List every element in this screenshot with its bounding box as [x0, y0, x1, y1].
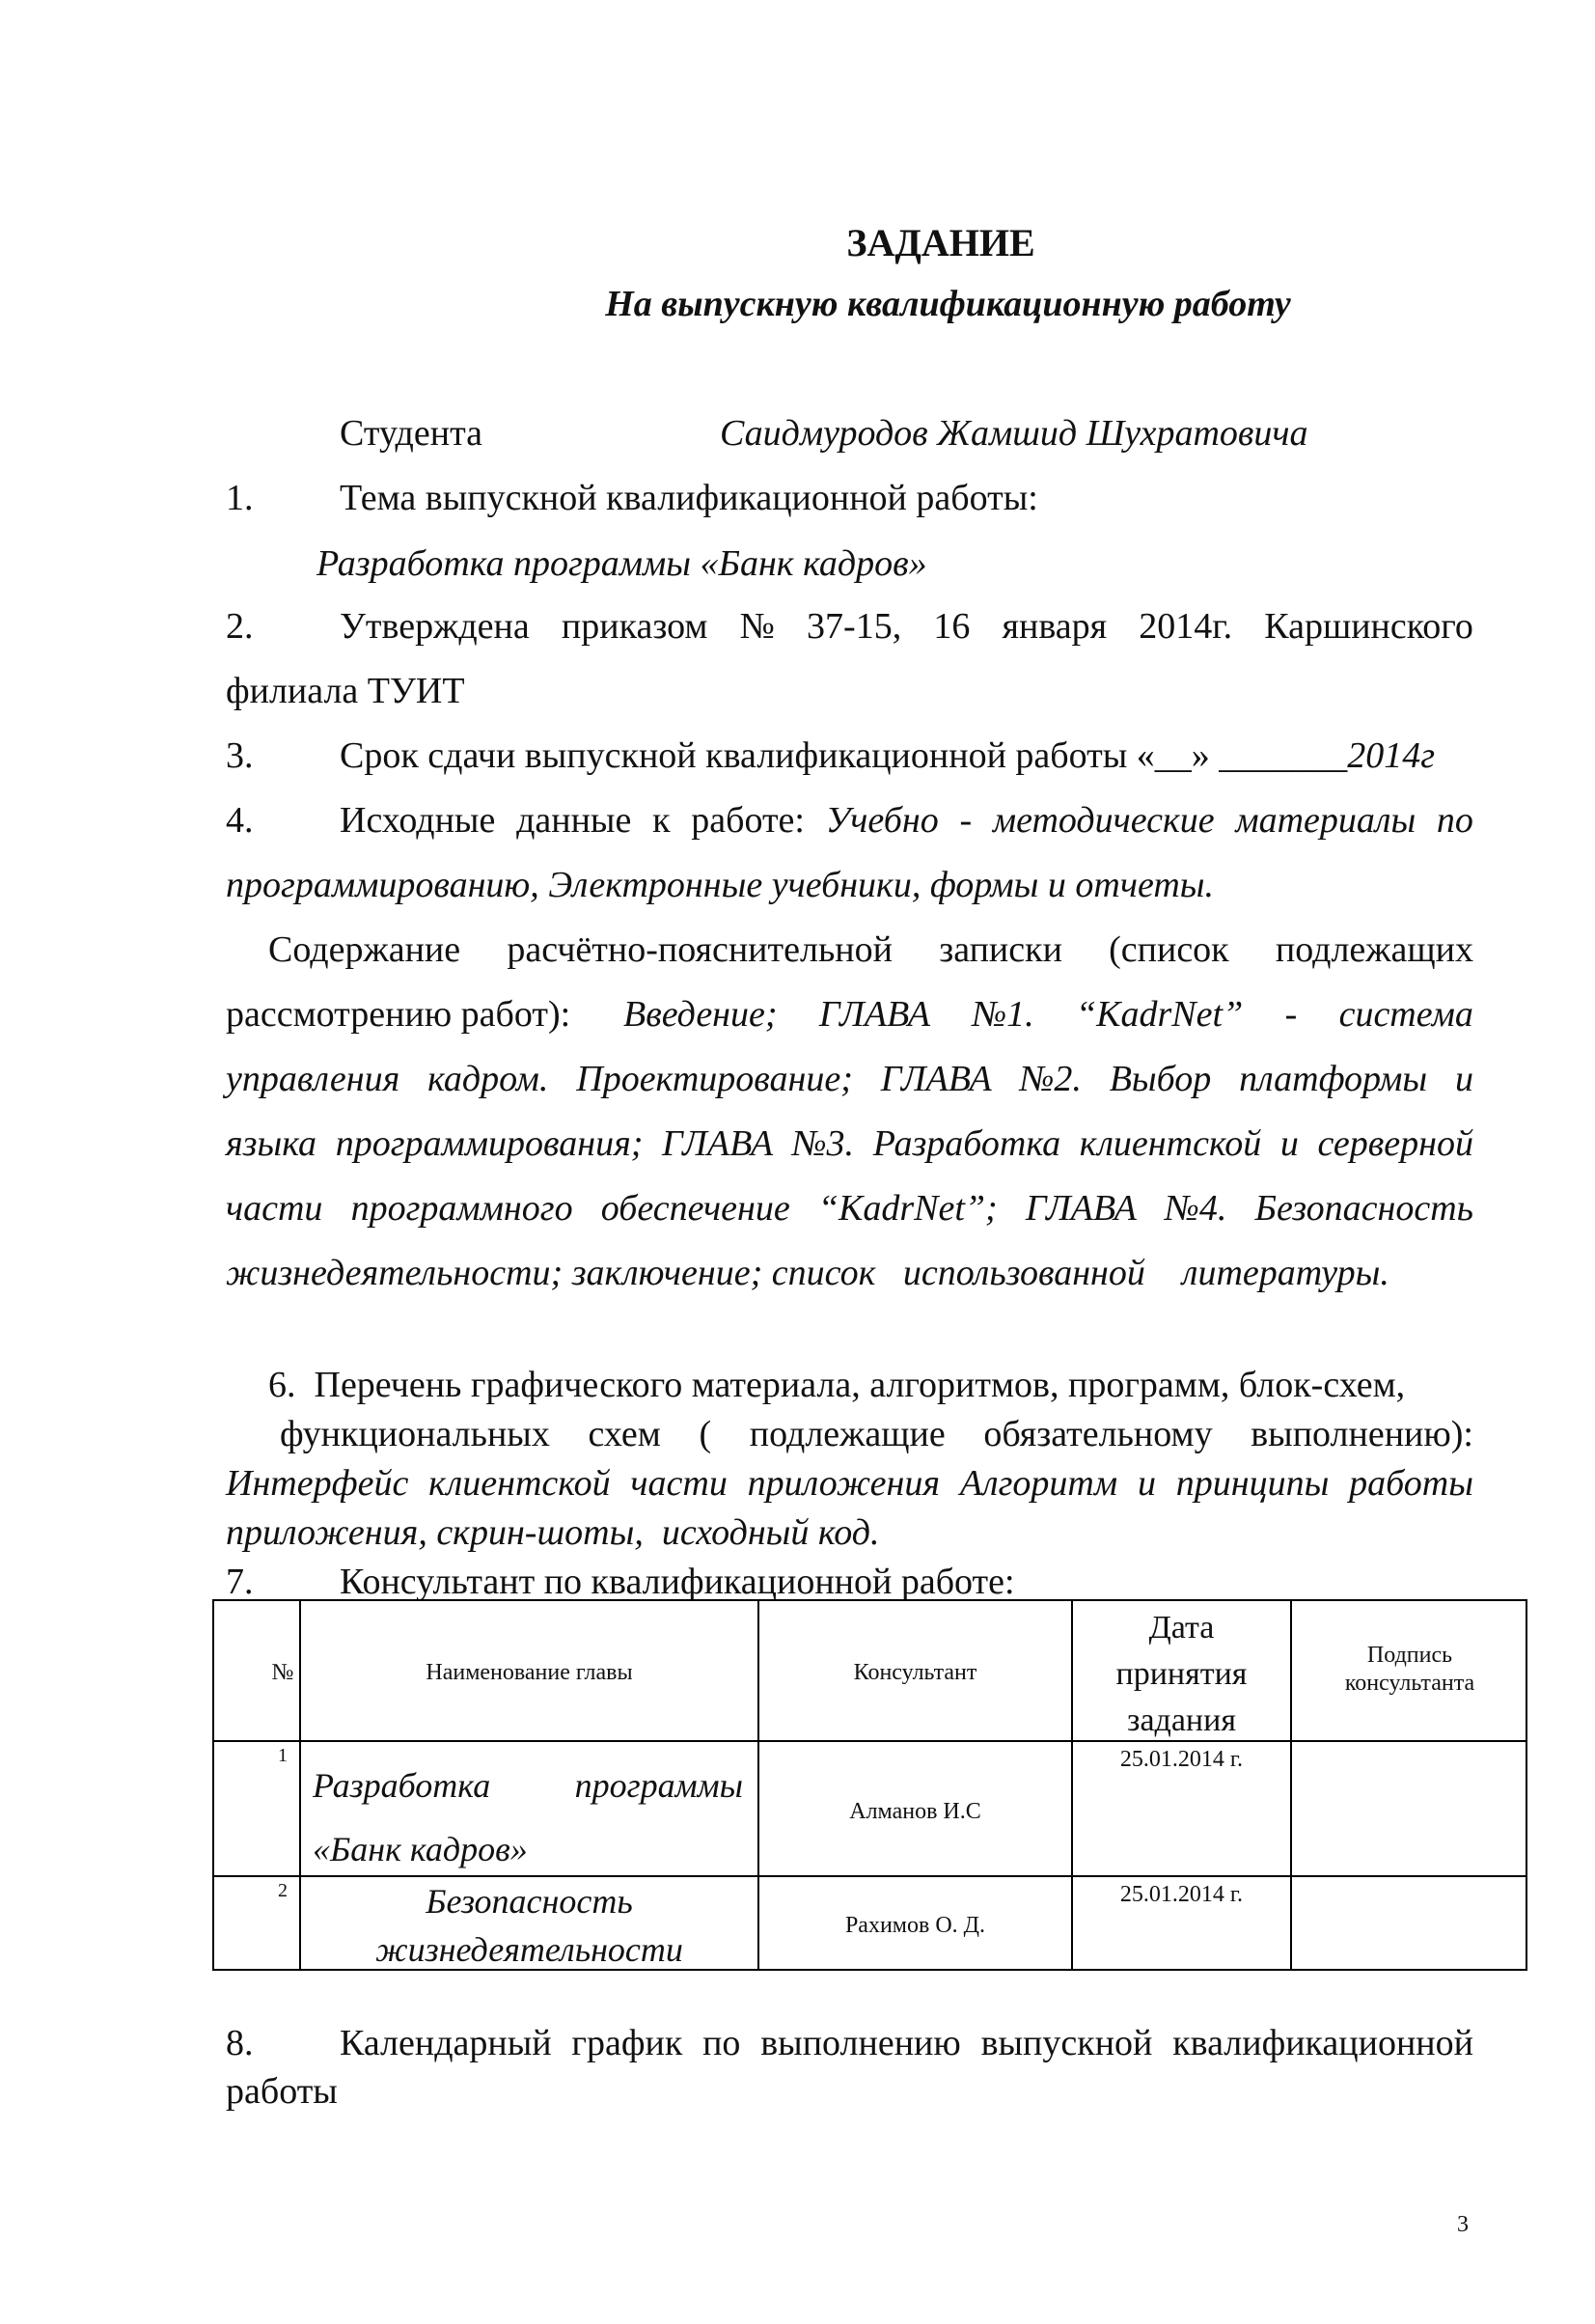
student-name: Саидмуродов Жамшид Шухратовича: [720, 413, 1308, 454]
word: программы: [574, 1766, 743, 1805]
word: Выбор: [1109, 1059, 1212, 1099]
word: функциональных: [280, 1414, 550, 1454]
item1-text: Тема выпускной квалификационной работы:: [340, 478, 1038, 518]
word: №2.: [1019, 1059, 1082, 1099]
word: -: [959, 800, 973, 841]
word: подлежащие: [749, 1414, 946, 1454]
word: Утверждена: [340, 606, 530, 647]
word: “KadrNet”: [1076, 994, 1244, 1035]
header-date: [1073, 1605, 1290, 1744]
item5-line1: [268, 931, 1473, 968]
word: принципы: [1175, 1463, 1330, 1504]
row2-number: 2: [278, 1880, 288, 1901]
word: Исходные: [340, 800, 496, 841]
word: и: [1454, 1059, 1473, 1099]
header-signature: [1292, 1642, 1527, 1698]
word: подлежащих: [1275, 929, 1473, 970]
word: график: [571, 2023, 683, 2063]
item8-text: [340, 2025, 1473, 2061]
item6-line4: приложения, скрин-шоты, исходный код.: [226, 1512, 880, 1553]
word: выпускной: [980, 2023, 1153, 2063]
word: Каршинского: [1264, 606, 1473, 647]
header-chapter: Наименование главы: [426, 1660, 633, 1685]
word: №4.: [1165, 1188, 1227, 1229]
item8-continuation: работы: [226, 2071, 338, 2112]
word: Проектирование;: [576, 1059, 853, 1099]
word: Календарный: [340, 2023, 552, 2063]
header-signature-line: консультанта: [1344, 1670, 1475, 1696]
word: Введение;: [623, 994, 778, 1035]
row1-chapter: [313, 1754, 743, 1881]
word: Разработка: [872, 1123, 1061, 1164]
row2-consultant: Рахимов О. Д.: [844, 1913, 986, 1938]
word: клиентской: [428, 1463, 611, 1504]
row1-date: 25.01.2014 г.: [1119, 1747, 1244, 1772]
item2-number: 2.: [226, 606, 254, 647]
item3-text: [340, 737, 1435, 774]
item5-line2: [623, 996, 1473, 1033]
word: платформы: [1239, 1059, 1428, 1099]
word: выполнению):: [1251, 1414, 1473, 1454]
item6-line3: [226, 1465, 1473, 1502]
word: января: [1002, 606, 1108, 647]
item3-number: 3.: [226, 735, 254, 776]
page-subtitle: На выпускную квалификационную работу: [605, 284, 1291, 324]
item8-number: 8.: [226, 2023, 254, 2063]
item4-text: [340, 802, 1473, 839]
word: ГЛАВА: [880, 1059, 992, 1099]
header-signature-line: Подпись: [1366, 1643, 1453, 1668]
word: №3.: [791, 1123, 855, 1164]
row2-date: 25.01.2014 г.: [1119, 1882, 1244, 1907]
word: 37-15,: [807, 606, 902, 647]
item5-line4: [226, 1125, 1473, 1162]
word: квалификационной: [1172, 2023, 1473, 2063]
word: клиентской: [1079, 1123, 1262, 1164]
word: записки: [939, 929, 1062, 970]
word: ГЛАВА: [818, 994, 930, 1035]
word: языка: [226, 1123, 317, 1164]
item7-number: 7.: [226, 1562, 254, 1602]
word: Алгоритм: [959, 1463, 1118, 1504]
word: -: [1284, 994, 1298, 1035]
word: управления: [226, 1059, 400, 1099]
word: ГЛАВА: [1025, 1188, 1137, 1229]
student-label: Студента: [340, 413, 483, 454]
word: ГЛАВА: [662, 1123, 774, 1164]
word: серверной: [1317, 1123, 1473, 1164]
word: по: [702, 2023, 741, 2063]
word: обязательному: [983, 1414, 1213, 1454]
consultant-table: [212, 1599, 1527, 1971]
word: приложения: [747, 1463, 940, 1504]
word: Учебно: [825, 800, 939, 841]
item5-line2-plain: рассмотрению работ):: [226, 994, 571, 1035]
item5-line6: жизнедеятельности; заключение; список использованной литературы.: [226, 1253, 1389, 1293]
word: 2014г.: [1139, 606, 1233, 647]
word: обеспечение: [600, 1188, 790, 1229]
word: Содержание: [268, 929, 461, 970]
word: и: [1279, 1123, 1299, 1164]
word: данные: [516, 800, 632, 841]
page-title: ЗАДАНИЕ: [846, 221, 1035, 264]
header-consultant: Консультант: [853, 1660, 977, 1685]
word: приказом: [561, 606, 708, 647]
word: схем: [588, 1414, 661, 1454]
header-date-line: принятия: [1115, 1656, 1248, 1692]
thesis-topic: Разработка программы «Банк кадров»: [316, 543, 927, 584]
word: выполнению: [760, 2023, 961, 2063]
row2-chapter: [301, 1877, 757, 1974]
word: кадром.: [427, 1059, 549, 1099]
word: программирования;: [335, 1123, 644, 1164]
word: работе:: [691, 800, 805, 841]
item1-number: 1.: [226, 478, 254, 518]
word: части: [630, 1463, 728, 1504]
row1-chapter-line2: «Банк кадров»: [313, 1830, 528, 1868]
word: расчётно-пояснительной: [507, 929, 893, 970]
row1-consultant: Алманов И.С: [849, 1799, 981, 1824]
header-number: №: [271, 1660, 294, 1685]
word: к: [652, 800, 671, 841]
item5-line3: [226, 1061, 1473, 1097]
word: №: [739, 606, 775, 647]
item2-continuation: филиала ТУИТ: [226, 671, 465, 711]
item4-continuation: программированию, Электронные учебники, формы и отчеты.: [226, 865, 1215, 905]
word: методические: [992, 800, 1215, 841]
row2-chapter-line1: Безопасность: [426, 1882, 633, 1921]
word: материалы: [1235, 800, 1416, 841]
deadline-text: Срок сдачи выпускной квалификационной работы «__» _______: [340, 735, 1348, 776]
header-date-line: Дата: [1148, 1610, 1215, 1646]
deadline-year: 2014г: [1347, 735, 1436, 776]
word: Разработка: [313, 1766, 491, 1805]
word: Интерфейс: [226, 1463, 409, 1504]
word: по: [1436, 800, 1473, 841]
word: и: [1137, 1463, 1156, 1504]
word: система: [1338, 994, 1473, 1035]
row1-number: 1: [278, 1745, 288, 1766]
item5-line5: [226, 1190, 1473, 1227]
header-date-line: задания: [1127, 1702, 1236, 1738]
word: “KadrNet”;: [817, 1188, 998, 1229]
row2-chapter-line2: жизнедеятельности: [375, 1930, 683, 1969]
word: №1.: [972, 994, 1034, 1035]
word: работы: [1349, 1463, 1473, 1504]
word: программного: [350, 1188, 573, 1229]
word: (список: [1109, 929, 1229, 970]
item6-line2: [280, 1416, 1473, 1452]
word: (: [699, 1414, 712, 1454]
item6-line1: 6. Перечень графического материала, алгоритмов, программ, блок-схем,: [268, 1365, 1406, 1405]
item2-text: [340, 608, 1473, 645]
page-number: 3: [1457, 2212, 1469, 2237]
word: части: [226, 1188, 323, 1229]
word: Безопасность: [1254, 1188, 1473, 1229]
item4-number: 4.: [226, 800, 254, 841]
item7-text: Консультант по квалификационной работе:: [340, 1562, 1015, 1602]
word: 16: [933, 606, 971, 647]
